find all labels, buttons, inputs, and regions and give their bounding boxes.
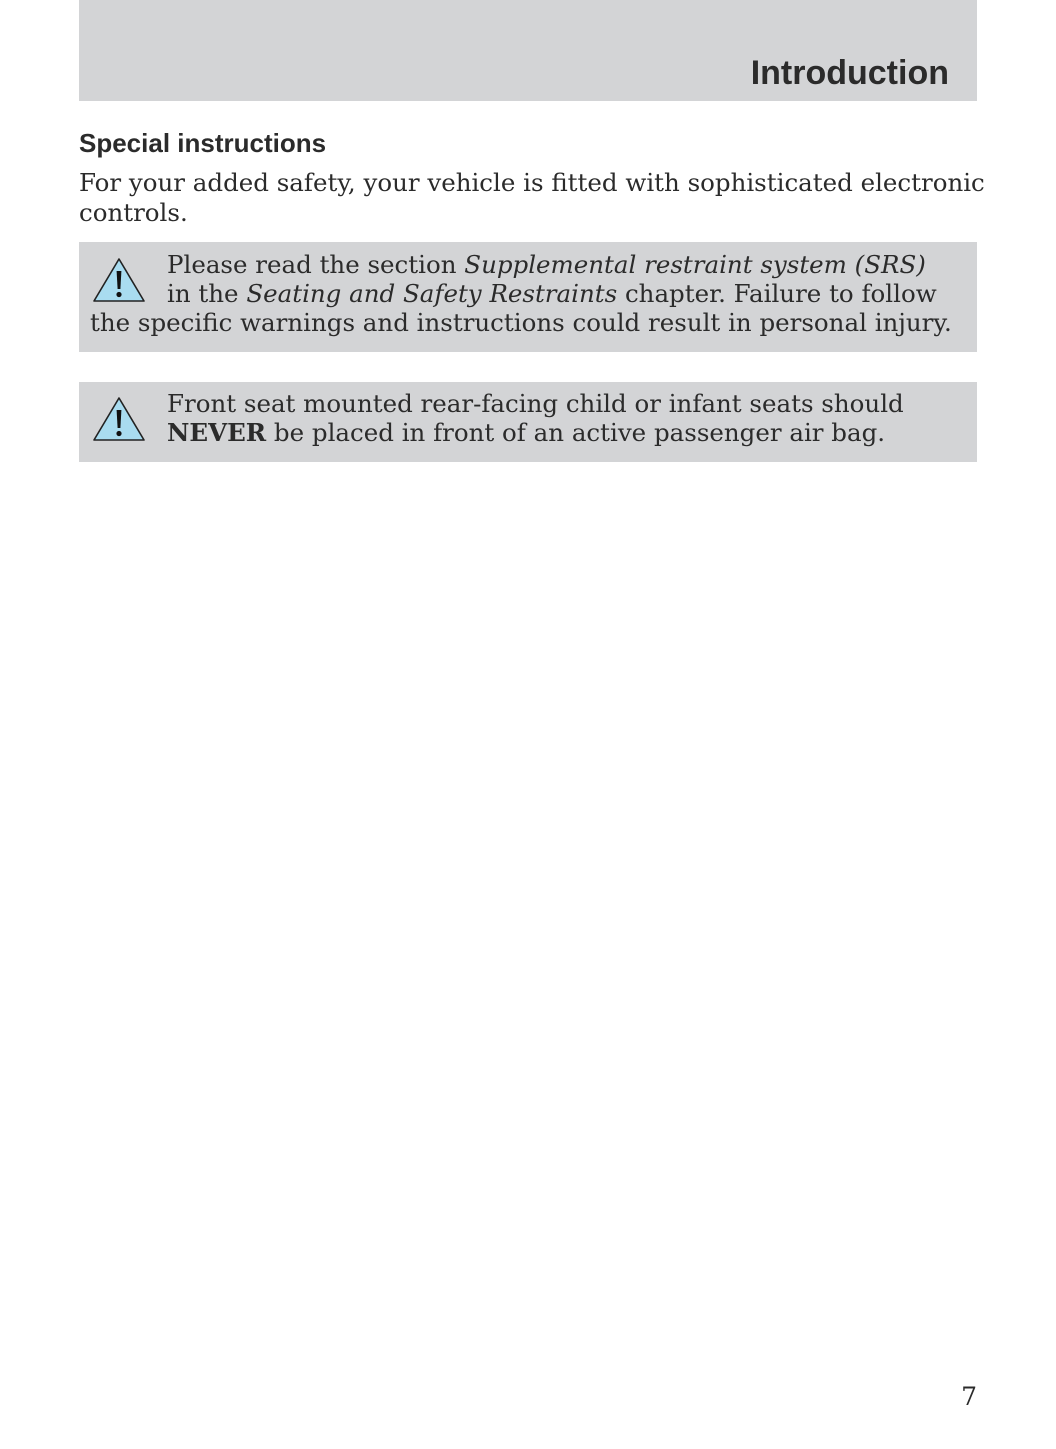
intro-line: For your added safety, your vehicle is fitted with sophisticated electronic — [79, 168, 985, 197]
warning-italic-ref: Seating and Safety Restraints — [246, 279, 618, 308]
intro-paragraph — [79, 168, 985, 227]
section-heading: Special instructions — [79, 128, 327, 158]
warning-triangle-icon — [91, 256, 147, 304]
warning-text-line: NEVER be placed in front of an active passenger air bag. — [167, 418, 886, 447]
warning-italic-ref: Supplemental restraint system (SRS) — [464, 250, 926, 279]
page-number: 7 — [961, 1382, 977, 1411]
warning-triangle-icon — [91, 395, 147, 443]
warning-text-line: Front seat mounted rear-facing child or infant seats should — [167, 389, 904, 418]
intro-line: controls. — [79, 197, 188, 227]
warning-text-line: the specific warnings and instructions could result in personal injury. — [90, 308, 952, 337]
chapter-title: Introduction — [750, 54, 949, 92]
warning-box-srs — [79, 242, 977, 352]
warning-text-line: in the Seating and Safety Restraints chapter. Failure to follow — [167, 279, 937, 308]
warning-box-child-seat — [79, 382, 977, 462]
chapter-header-band — [79, 0, 977, 101]
warning-emphasis: NEVER — [167, 418, 267, 447]
warning-text-line: Please read the section Supplemental restraint system (SRS) — [167, 250, 926, 279]
